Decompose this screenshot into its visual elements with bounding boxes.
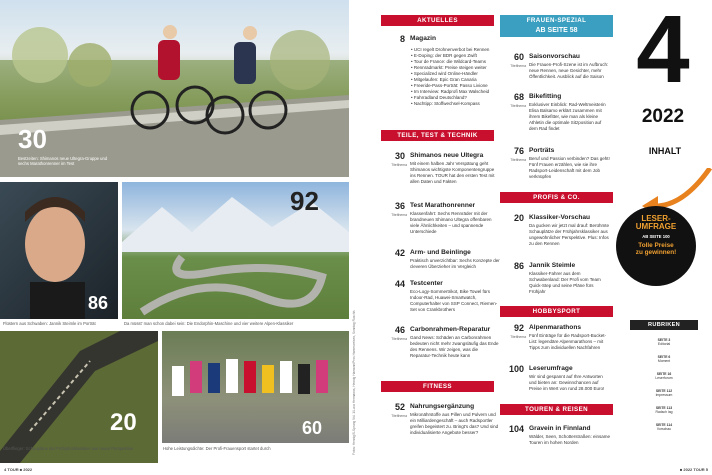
entry-title: Gravein in Finnland — [529, 425, 591, 432]
rubrik-item[interactable] — [644, 338, 684, 346]
entry-title: Shimanos neue Ultegra — [410, 152, 484, 159]
entry-text: Mikronährstoffe aus Pillen und Pulvern und ein Milliardengeschäft – auch Radsportler greifen begeistert zu. Bringt's das? Und sind individualisierte Angebote besser? — [410, 412, 499, 435]
list-item: • Fahrradland Deutschland? — [411, 95, 467, 101]
rubrik-page: SEITE 113 — [655, 406, 673, 410]
badge-line2: UMFRAGE — [635, 222, 677, 231]
issue-year: 2022 — [641, 106, 685, 127]
photo-caption: Bestzeiten: Shimanos neue Ultegra-Gruppe und sechs Marathonrenner im Test — [18, 156, 108, 167]
entry-item[interactable] — [381, 249, 501, 273]
entry-text: Exklusiver Einblick: Rad-Weltmeisterin Elisa Balsamo erklärt zusammen mit ihrem Bikefitter, wie man als kleine Athletin die optimale Sitzposition auf dem Rad findet — [529, 102, 606, 131]
rubrik-label: Moment — [657, 359, 671, 364]
entry-title: Saisonvorschau — [529, 53, 580, 60]
entry-text: Wir sind gespannt auf Ihre Antworten und bieten an: Gewinnchancen auf Preise im Wert von rund 28.000 Euro! — [529, 374, 605, 391]
entry-item[interactable] — [381, 403, 501, 453]
section-teile: TEILE, TEST & TECHNIK — [381, 130, 494, 141]
list-item: • Specialized wird Online-Händler — [411, 71, 478, 77]
entry-text: Fünf Einträge für die Radsport-Bucket-List: legendäre Alpenmarathons – mit Tipps zum individuellen Nachfahren — [529, 333, 607, 350]
photo-credit: Fotos: Hennig/S-Sprung Vol. 1/Luca Hermanns, Hennig Hamann/Pros Hamerweisen, Sonntag Ruschh — [352, 310, 356, 455]
entry-tag: Titelthema — [510, 64, 526, 68]
rubrik-label: Radsch lag — [655, 410, 673, 415]
entry-title: Alpenmarathons — [529, 324, 582, 331]
entry-tag: Titelthema — [391, 213, 407, 217]
entry-item[interactable] — [500, 324, 613, 364]
list-item: • Tour de France: die Wildcard-Teams — [411, 59, 487, 65]
entry-tag: Titelthema — [510, 104, 526, 108]
rubrik-page: SEITE 6 — [657, 355, 671, 359]
section-hobby: HOBBYSPORT — [500, 306, 613, 317]
list-item: • E-Doping: der BDR gegen Zwift — [411, 53, 477, 59]
photo-aerial — [0, 331, 158, 463]
entry-text: Gand News: Schäden an Carbonrahmen bedeuten nicht mehr zwangsläufig das Ende des Rennens. Wir zeigen, was die Reparatur-Technik heute kann — [410, 335, 499, 358]
list-item: • Freeride-Pass-Porträt: Passo Livione — [411, 83, 488, 89]
entry-text: Praktisch unverzichtbar: Sechs Konzepte der cleveren Überzieher im Vergleich — [410, 258, 500, 269]
entry-text: Beruf und Passion verbinden? Das geht! Fünf Frauen erzählen, wie sie ihre Radsport-Leidenschaft mit dem Job verknüpfen — [529, 156, 610, 179]
photo-caption: Überflieger: Schaupläne der Frühjahrsklassiker aus neuer Perspektive — [3, 446, 134, 451]
photo-caption: Hohe Leistungsdichte: Der Profi-Frauensport startet durch — [163, 446, 271, 451]
rubrik-page: SEITE 112 — [655, 389, 673, 393]
entry-title: Test Marathonrenner — [410, 202, 476, 209]
photo-peloton — [162, 331, 349, 443]
rubrik-item[interactable] — [644, 406, 684, 414]
section-aktuelles: AKTUELLES — [381, 15, 494, 26]
photo-caption: Flüstern aus Schwaben: Jannik Steimle im Porträt — [3, 321, 96, 326]
section-frauen-sub: AB SEITE 58 — [535, 27, 578, 34]
footer-left: 4 TOUR ■ 2022 — [4, 467, 33, 472]
rubrik-item[interactable] — [644, 389, 684, 397]
magazin-list — [411, 47, 501, 107]
entry-page-number: 68 — [513, 92, 524, 102]
photo-number: 86 — [88, 293, 109, 313]
photo-number: 20 — [110, 409, 137, 436]
list-item: • UCI regelt Drohnenverbot bei Rennen — [411, 47, 490, 52]
entry-title: Testcenter — [410, 280, 443, 287]
rubriken-header: RUBRIKEN — [630, 320, 698, 330]
entry-page-number: 76 — [513, 146, 524, 156]
entry-item[interactable] — [381, 326, 501, 366]
badge-line4: Tolle Preise — [638, 241, 674, 249]
photo-cyclists — [0, 0, 349, 177]
entry-title: Porträts — [529, 147, 555, 154]
entry-page-number: 100 — [508, 364, 524, 374]
entry-page-number: 46 — [394, 325, 405, 335]
entry-page-number: 92 — [513, 323, 524, 333]
entry-tag: Titelthema — [391, 337, 407, 341]
list-item: • Im Interview: Radprofi Max Walscheid — [411, 89, 490, 95]
badge-line5: zu gewinnen! — [635, 248, 677, 256]
rubrik-item[interactable] — [644, 372, 684, 380]
photo-caption: Da müsst' man schon dabei sein: Die Endorphin-Maschine und vier weitere Alpen-Klassiker — [124, 321, 294, 326]
entry-page-number: 60 — [513, 52, 524, 62]
entry-item[interactable] — [500, 262, 613, 298]
entry-title: Arm- und Beinlinge — [410, 249, 471, 256]
entry-text: Wälder, Seen, Schotterstraßen: einsame Touren im hohen Norden — [529, 434, 611, 445]
entry-page-number: 36 — [394, 201, 405, 211]
entry-item[interactable] — [500, 365, 613, 401]
entry-page-number: 86 — [513, 261, 524, 271]
rubrik-page: SEITE 114 — [655, 423, 673, 427]
section-touren: TOUREN & REISEN — [500, 404, 613, 415]
entry-page-number: 42 — [394, 248, 405, 258]
entry-page-number: 104 — [508, 424, 524, 434]
entry-text: Klassenfahrt: Sechs Rennräder mit der brandneuen Shimano Ultegra offenbaren viele Ähnlichkeiten – und spannende Unterschiede — [410, 211, 492, 234]
entry-item[interactable] — [381, 280, 501, 320]
entry-title: Carbonrahmen-Reparatur — [410, 326, 491, 333]
photo-portrait — [0, 182, 118, 319]
list-item: • Nachtipp: Stoffwechsel-Kompass — [411, 101, 480, 107]
entry-item[interactable] — [500, 147, 613, 187]
entry-tag: Titelthema — [510, 335, 526, 339]
entry-page-number: 8 — [399, 34, 405, 44]
entry-title: Jannik Steimle — [529, 262, 576, 269]
list-item: • Mitgelaufen: Epic Gran Canaria — [411, 77, 477, 83]
entry-page-number: 44 — [394, 279, 405, 289]
rubrik-page: SEITE 16 — [656, 372, 672, 376]
section-profis: PROFIS & CO. — [500, 192, 613, 203]
entry-title: Bikefitting — [529, 93, 562, 100]
entry-text: Die Frauen-Profi-Szene ist im Aufbruch: neue Rennen, neue Gesichter, mehr Öffentlichkeit. Ausblick auf die Saison — [529, 62, 609, 79]
entry-item[interactable] — [381, 202, 501, 242]
rubrik-label: Editorial — [657, 342, 671, 347]
rubrik-label: Impressum — [655, 393, 673, 398]
entry-tag: Titelthema — [391, 414, 407, 418]
entry-text: Mit einem halben Jahr Verspätung geht Shimanos wichtigste Komponentengruppe ins Rennen. TOUR hat den ersten Test mit allen Daten und Fakten — [410, 161, 495, 184]
entry-text: Eco-Logy-Sommertrikot, Bike Towel fürs Indoor-Rad, Huawei-Smartwatch, Computerhalter von SSP Connect, Riemen-Set von Crankbrothers — [410, 289, 498, 312]
entry-item[interactable] — [381, 152, 501, 192]
entry-item[interactable] — [500, 93, 613, 143]
rubrik-item[interactable] — [644, 355, 684, 363]
entry-title: Nahrungsergänzung — [410, 403, 475, 410]
entry-item[interactable] — [500, 214, 613, 254]
rubrik-item[interactable] — [644, 423, 684, 431]
list-item: • Rennradmarkt: Preise steigen weiter — [411, 65, 487, 71]
entry-page-number: 30 — [394, 151, 405, 161]
badge-line3: AB SEITE 100 — [642, 233, 670, 239]
section-frauen-title: FRAUEN-SPEZIAL — [526, 17, 587, 24]
leserumfrage-badge[interactable] — [616, 206, 696, 286]
rubrik-label: Leserforum — [655, 376, 673, 381]
rubrik-page: SEITE 3 — [657, 338, 671, 342]
photo-number: 30 — [18, 124, 47, 154]
section-frauen — [500, 15, 613, 37]
photo-number: 60 — [302, 418, 323, 438]
section-fitness: FITNESS — [381, 381, 494, 392]
entry-page-number: 52 — [394, 402, 405, 412]
entry-tag: Titelthema — [391, 163, 407, 167]
entry-title: Leserumfrage — [529, 365, 573, 372]
entry-item[interactable] — [500, 53, 613, 89]
entry-tag: Titelthema — [510, 158, 526, 162]
badge-line1: LESER- — [641, 214, 671, 223]
entry-title: Klassiker-Vorschau — [529, 214, 591, 221]
rubrik-label: Vorschau — [656, 427, 672, 432]
issue-label: INHALT — [648, 146, 682, 156]
entry-item[interactable] — [500, 425, 613, 455]
entry-text: Da gucken wir jetzt mal drauf: Berühmte Schauplätze der Frühjahrsklassiker aus ungewöhnlicher Perspektive. Plus: Infos zu den Rennen — [529, 223, 610, 246]
entry-title: Magazin — [410, 35, 437, 42]
photo-alps — [122, 182, 349, 319]
footer-right: ■ 2022 TOUR 5 — [679, 467, 708, 472]
entry-text: Klassiker-Fahrer aus dem Schwabenland: Der Profi vom Team Quick-Step und seine Pläne fürs Frühjahr — [529, 271, 601, 294]
photo-number: 92 — [290, 186, 319, 216]
issue-number: 4 — [636, 0, 690, 103]
entry-page-number: 20 — [513, 213, 524, 223]
